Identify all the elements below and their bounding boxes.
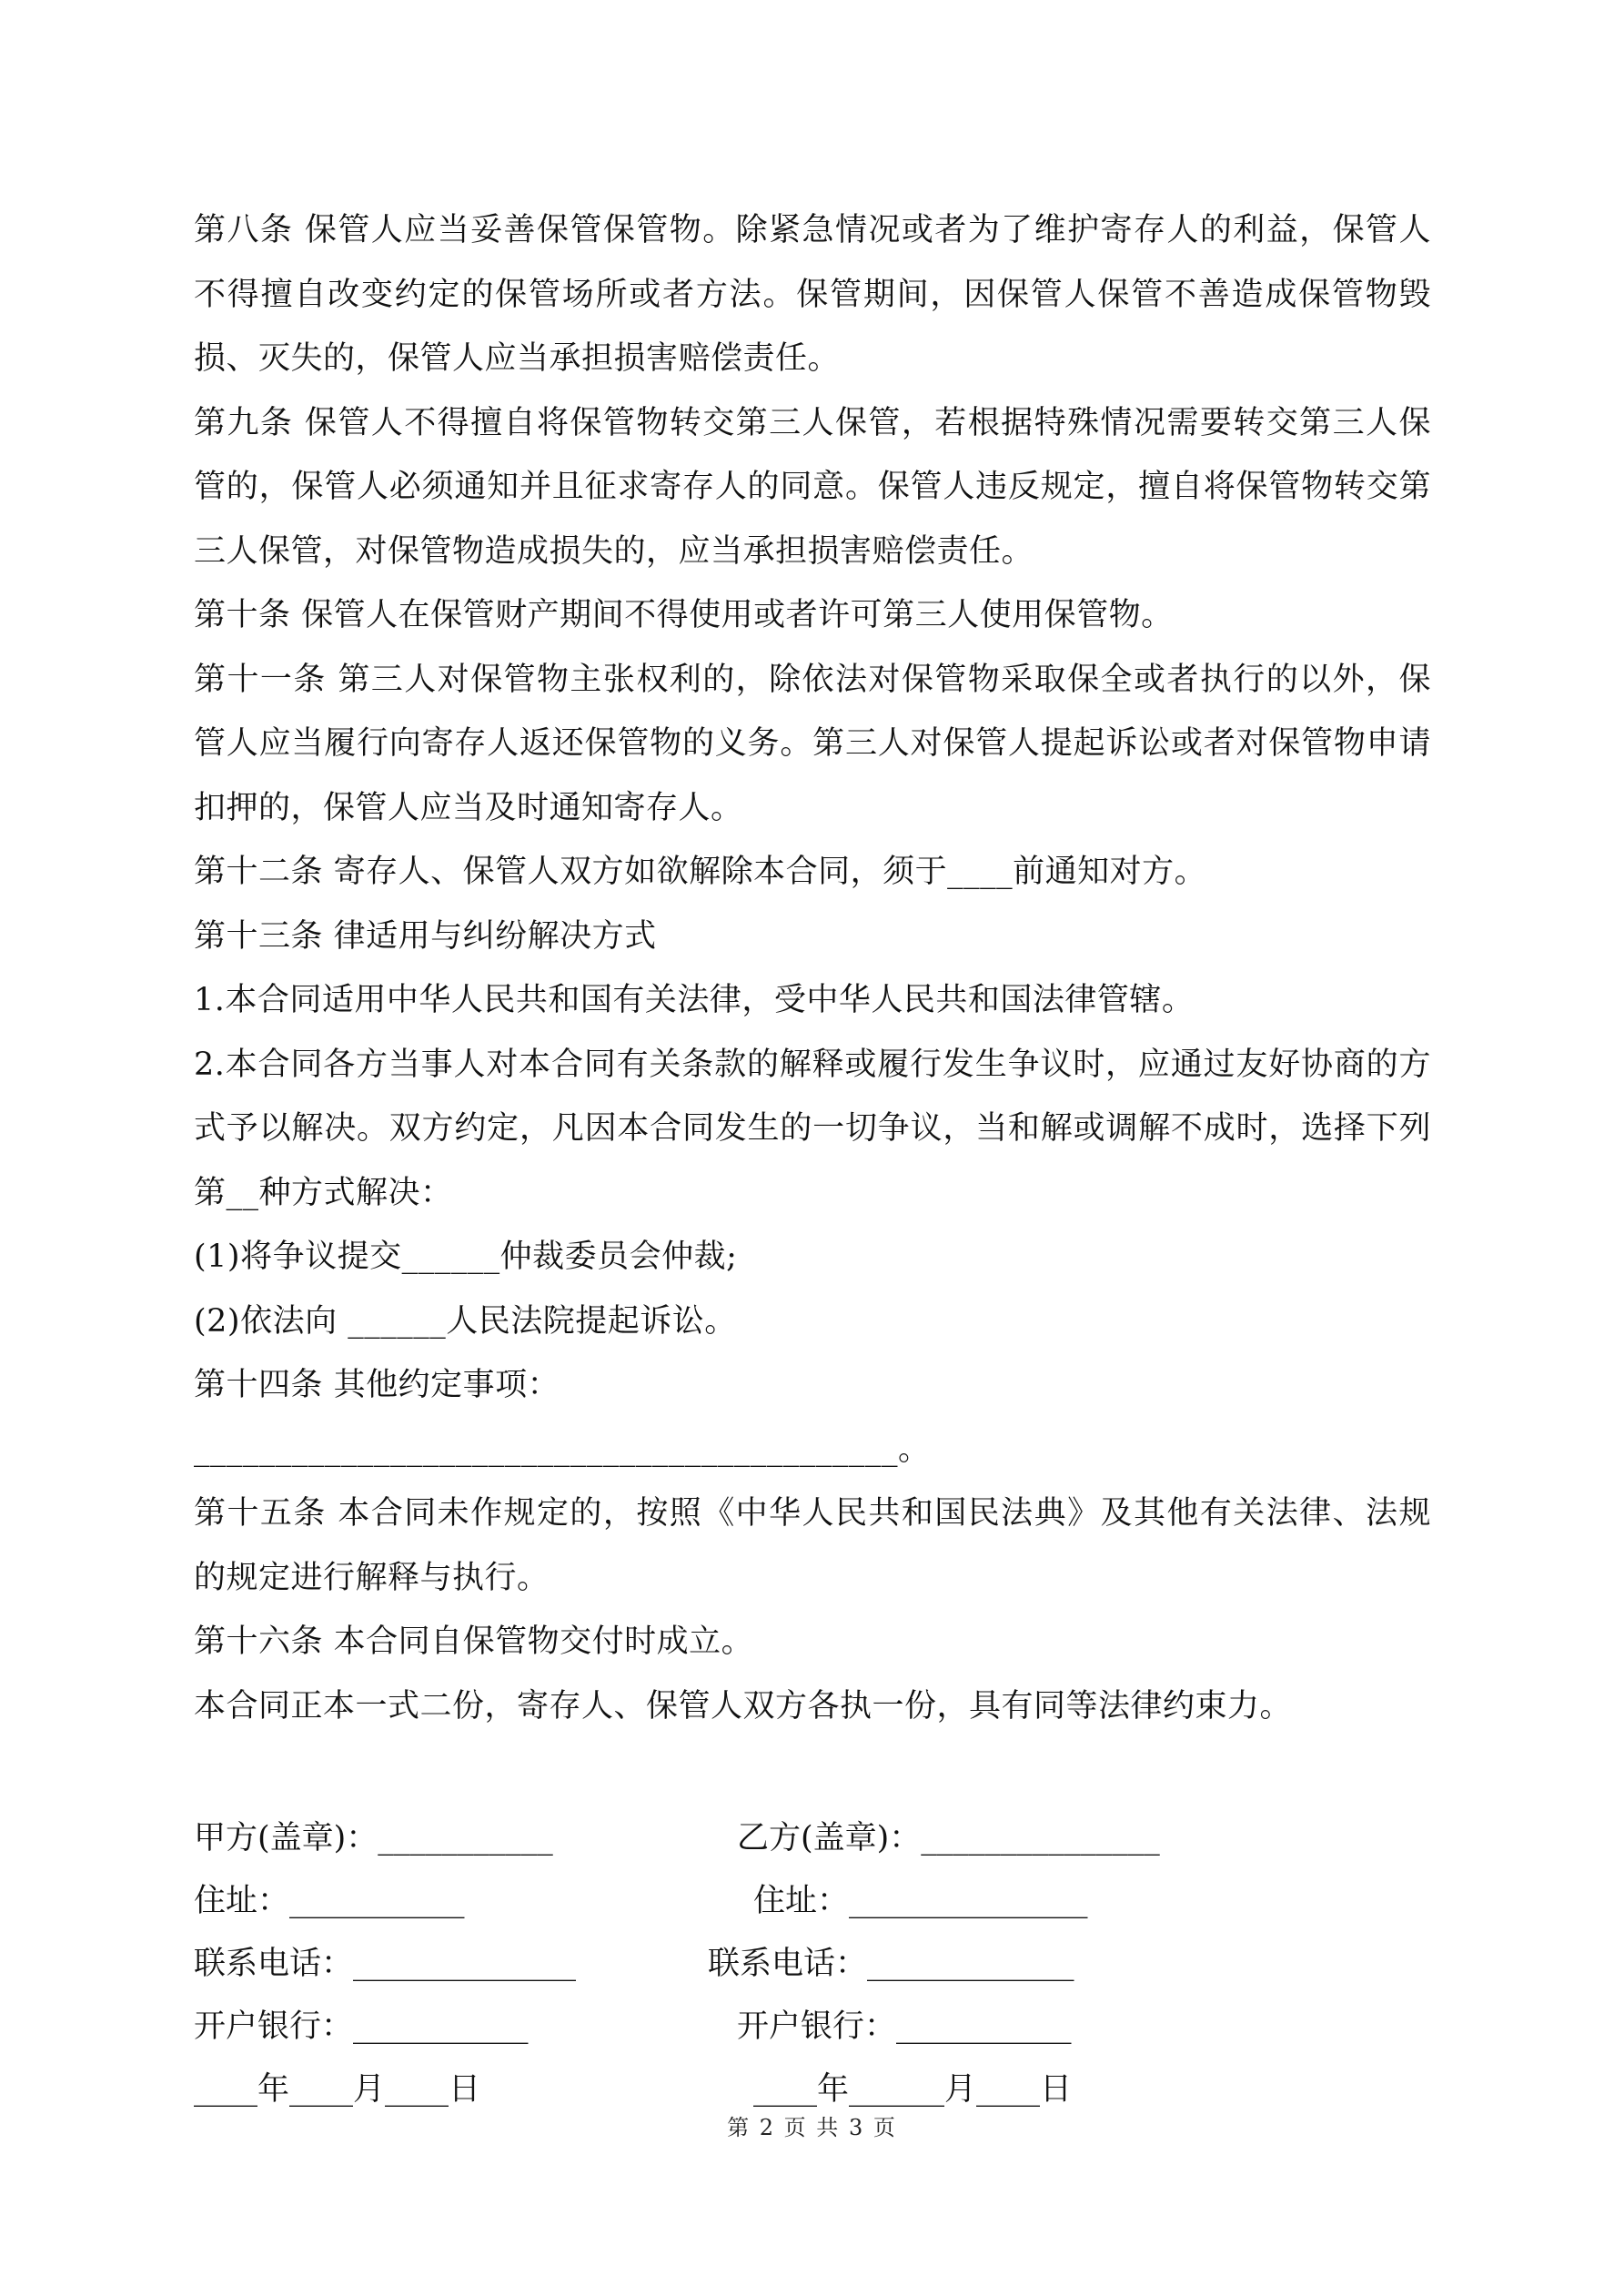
- party-b-seal: 乙方(盖章)：_______________: [737, 1820, 1160, 1856]
- clause-15: 第十五条 本合同未作规定的，按照《中华人民共和国民法典》及其他有关法律、法规的规定进行解释与执行。: [194, 1495, 1431, 1596]
- party-b-phone: 联系电话：_____________: [708, 1946, 1074, 1982]
- clause-14-heading: 第十四条 其他约定事项：: [194, 1367, 560, 1403]
- party-b-date: ____年______月____日: [753, 2071, 1073, 2108]
- clause-16: 第十六条 本合同自保管物交付时成立。: [194, 1623, 754, 1660]
- party-b-bank: 开户银行：___________: [737, 2008, 1072, 2045]
- clause-14-blank-line: ___________________________________________。: [194, 1431, 931, 1468]
- party-a-seal: 甲方(盖章)：___________: [194, 1820, 553, 1856]
- clause-11: 第十一条 第三人对保管物主张权利的，除依法对保管物采取保全或者执行的以外，保管人应当履行向寄存人返还保管物的义务。第三人对保管人提起诉讼或者对保管物申请扣押的，保管人应当及时通知寄存人。: [194, 661, 1431, 826]
- dispute-option-1: (1)将争议提交______仲裁委员会仲裁;: [194, 1239, 738, 1275]
- copies-statement: 本合同正本一式二份，寄存人、保管人双方各执一份，具有同等法律约束力。: [194, 1687, 1293, 1725]
- clause-13-item-1: 1.本合同适用中华人民共和国有关法律，受中华人民共和国法律管辖。: [194, 982, 1195, 1018]
- clause-8: 第八条 保管人应当妥善保管保管物。除紧急情况或者为了维护寄存人的利益，保管人不得擅自改变约定的保管场所或者方法。保管期间，因保管人保管不善造成保管物毁损、灭失的，保管人应当承担损害赔偿责任。: [194, 212, 1431, 377]
- clause-9: 第九条 保管人不得擅自将保管物转交第三人保管，若根据特殊情况需要转交第三人保管的，保管人必须通知并且征求寄存人的同意。保管人违反规定，擅自将保管物转交第三人保管，对保管物造成损失的，应当承担损害赔偿责任。: [194, 404, 1431, 570]
- party-a-date: ____年____月____日: [194, 2071, 481, 2108]
- party-b-address: 住址：_______________: [753, 1883, 1088, 1919]
- party-a-bank: 开户银行：___________: [194, 2008, 529, 2045]
- clause-13-item-2: 2.本合同各方当事人对本合同有关条款的解释或履行发生争议时，应通过友好协商的方式予以解决。双方约定，凡因本合同发生的一切争议，当和解或调解不成时，选择下列第__种方式解决：: [194, 1046, 1431, 1211]
- dispute-option-2: (2)依法向 ______人民法院提起诉讼。: [194, 1302, 737, 1340]
- party-a-address: 住址：___________: [194, 1883, 465, 1919]
- contract-body: [194, 198, 1431, 1738]
- clause-12: 第十二条 寄存人、保管人双方如欲解除本合同，须于____前通知对方。: [194, 854, 1207, 890]
- party-a-phone: 联系电话：______________: [194, 1946, 577, 1982]
- page-number-footer: 第 2 页 共 3 页: [727, 2115, 897, 2140]
- clause-13-heading: 第十三条 律适用与纠纷解决方式: [194, 917, 657, 955]
- clause-10: 第十条 保管人在保管财产期间不得使用或者许可第三人使用保管物。: [194, 597, 1174, 633]
